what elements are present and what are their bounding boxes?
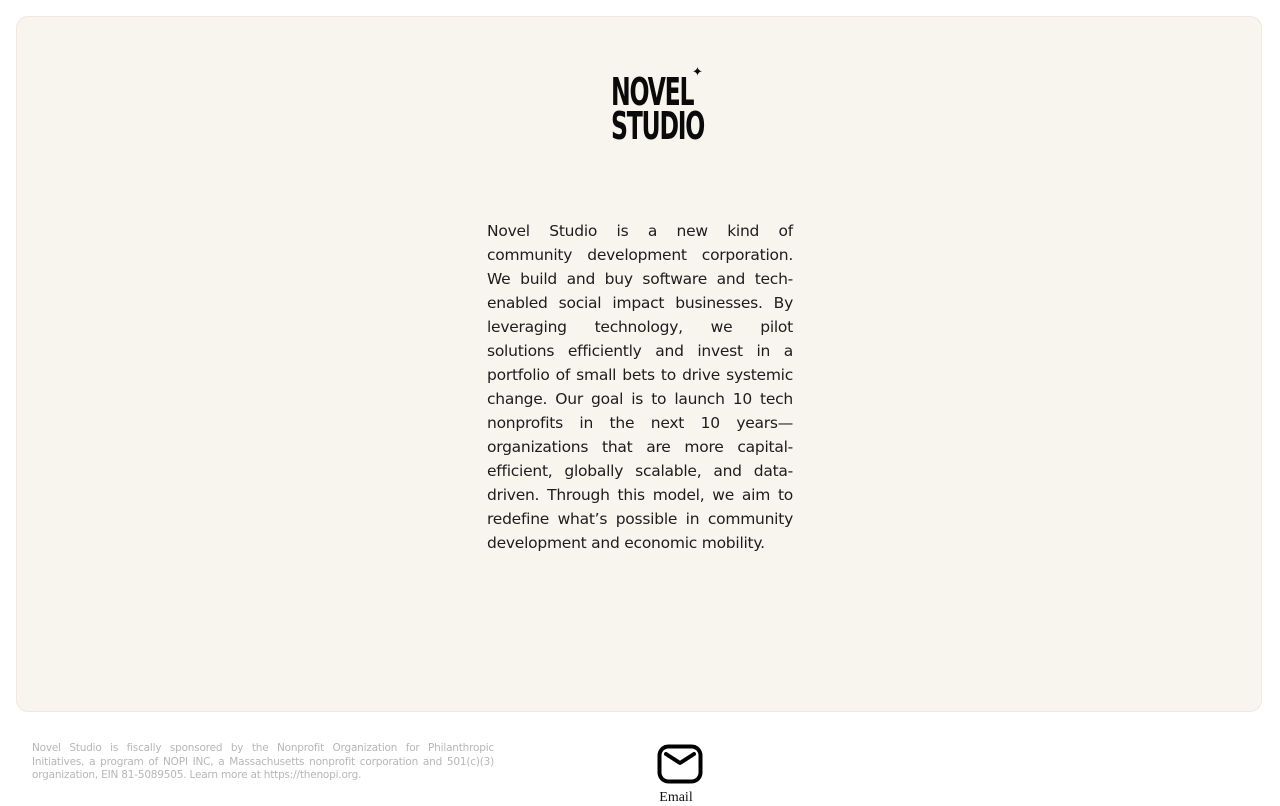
email-link[interactable] (650, 744, 710, 804)
logo-line-studio: STUDIO (611, 104, 705, 148)
email-label: Email (659, 790, 693, 805)
novel-studio-logo (595, 61, 705, 148)
logo-line-novel: NOVEL (611, 70, 694, 114)
fiscal-sponsor-note: Novel Studio is fiscally sponsored by the Nonprofit Organization for Philanthropic Initiatives, a program of NOPI INC, a Massachusetts nonprofit corporation and 501(c)(3) organization, EIN 81-5089505. Learn more at https://thenopi.org. (32, 742, 494, 781)
sparkle-star-icon: ✦ (692, 65, 703, 80)
mission-description: Novel Studio is a new kind of community development corporation. We build and buy software and tech-enabled social impact businesses. By leveraging technology, we pilot solutions efficiently and invest in a portfolio of small bets to drive systemic change. Our goal is to launch 10 tech nonprofits in the next 10 years—organizations that are more capital-efficient, globally scalable, and data-driven. Through this model, we aim to redefine what’s possible in community development and economic mobility. (487, 222, 793, 552)
envelope-icon (657, 744, 703, 784)
